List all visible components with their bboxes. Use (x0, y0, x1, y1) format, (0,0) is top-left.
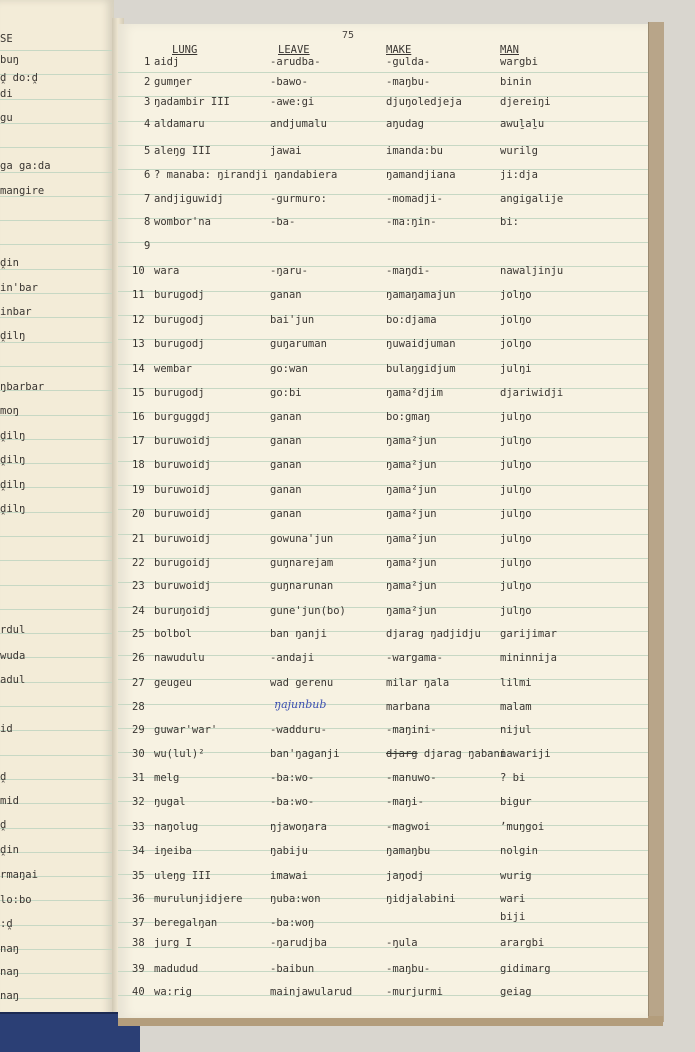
row-7-lung: andjiguwidj (154, 193, 224, 205)
row-34-make: ŋamaŋbu (386, 845, 431, 857)
left-margin-text: ḓilŋ (0, 454, 26, 466)
row-16-make: bo:gmaŋ (386, 411, 431, 423)
row-4-make: aŋudag (386, 118, 424, 130)
row-40-num: 40 (132, 986, 145, 998)
row-31-lung: melg (154, 772, 180, 784)
row-10-man: nawaljinju (500, 265, 564, 277)
make-rest: djarag ŋabani (417, 748, 507, 760)
left-margin-text: ḓ (0, 771, 7, 783)
row-27-num: 27 (132, 677, 145, 689)
row-27-make: milar ŋala (386, 677, 450, 689)
left-margin-text: naŋ (0, 943, 19, 955)
left-margin-text: naŋ (0, 966, 19, 978)
row-29-leave: -wadduru- (270, 724, 327, 736)
row-13-num: 13 (132, 338, 145, 350)
row-26-man: mininnija (500, 652, 557, 664)
row-8-lung: wombor'na (154, 216, 211, 228)
row-15-make: ŋama²djim (386, 387, 443, 399)
row-4-num: 4 (144, 118, 151, 130)
row-37-lung: beregalŋan (154, 917, 218, 929)
row-33-man: ʼmuŋgoi (500, 821, 545, 833)
row-22-num: 22 (132, 557, 145, 569)
ruled-line (118, 679, 648, 680)
row-20-leave: ganan (270, 508, 302, 520)
row-20-man: julŋo (500, 508, 532, 520)
left-ruled-line (0, 755, 112, 756)
left-margin-text: ḓin (0, 844, 19, 856)
ruled-line (118, 364, 648, 365)
row-19-lung: buruwoidj (154, 484, 211, 496)
row-7-leave: -gurmuro: (270, 193, 327, 205)
row-3-num: 3 (144, 96, 151, 108)
row-1-leave: -arudba- (270, 56, 321, 68)
row-4-leave: andjumalu (270, 118, 327, 130)
row-34-lung: iŋeiba (154, 845, 192, 857)
row-32-leave: -ba:wo- (270, 796, 315, 808)
row-16-num: 16 (132, 411, 145, 423)
row-25-num: 25 (132, 628, 145, 640)
row-14-lung: wembar (154, 363, 192, 375)
left-ruled-line (0, 560, 112, 561)
row-22-make: ŋama²jun (386, 557, 437, 569)
left-margin-text: ḓilŋ (0, 430, 26, 442)
left-ruled-line (0, 366, 112, 367)
row-26-make: -wargama- (386, 652, 443, 664)
row-38-num: 38 (132, 937, 145, 949)
row-22-lung: burugoidj (154, 557, 211, 569)
left-ruled-line (0, 50, 112, 51)
row-33-leave: ŋjawoŋara (270, 821, 327, 833)
left-page (0, 0, 114, 1030)
row-32-man: bigur (500, 796, 532, 808)
row-17-num: 17 (132, 435, 145, 447)
row-32-make: -maŋi- (386, 796, 424, 808)
left-margin-text: rmaŋai (0, 869, 38, 881)
row-8-man: bi: (500, 216, 519, 228)
row-29-num: 29 (132, 724, 145, 736)
row-20-num: 20 (132, 508, 145, 520)
ruled-line (118, 801, 648, 802)
row-18-lung: buruwoidj (154, 459, 211, 471)
row-12-num: 12 (132, 314, 145, 326)
row-34-man: nolgin (500, 845, 538, 857)
row-5-num: 5 (144, 145, 151, 157)
page-number: 75 (342, 30, 355, 41)
row-36-man: wari (500, 893, 526, 905)
row-6-num: 6 (144, 169, 151, 181)
row-15-num: 15 (132, 387, 145, 399)
row-8-make: -ma:ŋin- (386, 216, 437, 228)
left-margin-text: ḓilŋ (0, 503, 26, 515)
row-37-leave: -ba:woŋ (270, 917, 315, 929)
row-40-make: -murjurmi (386, 986, 443, 998)
row-21-num: 21 (132, 533, 145, 545)
left-margin-text: ḓin (0, 257, 19, 269)
row-6-lung: ? manaba: ŋirandji ŋandabiera (154, 169, 338, 181)
row-23-make: ŋama²jun (386, 580, 437, 592)
left-margin-text: ḓ do:ḓ (0, 72, 38, 84)
row-35-leave: imawai (270, 870, 308, 882)
row-27-lung: geugeu (154, 677, 192, 689)
row-3-man: djereiŋi (500, 96, 551, 108)
row-30-lung: wu(lul)² (154, 748, 205, 760)
row-2-make: -maŋbu- (386, 76, 431, 88)
row-15-lung: burugodj (154, 387, 205, 399)
row-17-leave: ganan (270, 435, 302, 447)
row-38-leave: -ŋarudjba (270, 937, 327, 949)
row-33-lung: naŋolug (154, 821, 199, 833)
left-ruled-line (0, 269, 112, 270)
row-34-leave: ŋabiju (270, 845, 308, 857)
left-ruled-line (0, 220, 112, 221)
row-2-num: 2 (144, 76, 151, 88)
row-19-num: 19 (132, 484, 145, 496)
ruled-line (118, 631, 648, 632)
row-14-num: 14 (132, 363, 145, 375)
row-16-leave: ganan (270, 411, 302, 423)
row-22-leave: guŋnarejam (270, 557, 334, 569)
left-ruled-line (0, 828, 112, 829)
left-margin-text: ga ga:da (0, 160, 51, 172)
row-5-lung: aleŋg III (154, 145, 211, 157)
row-12-lung: burugodj (154, 314, 205, 326)
row-40-leave: mainjawularud (270, 986, 353, 998)
row-19-make: ŋama²jun (386, 484, 437, 496)
row-6-make: ŋamandjiana (386, 169, 456, 181)
row-17-lung: buruwoidj (154, 435, 211, 447)
row-11-man: jolŋo (500, 289, 532, 301)
ruled-line (118, 72, 648, 73)
header-make: MAKE (386, 44, 412, 56)
header-man: MAN (500, 44, 519, 56)
row-35-num: 35 (132, 870, 145, 882)
row-24-lung: buruŋoidj (154, 605, 211, 617)
left-margin-text: inbar (0, 306, 32, 318)
right-page (118, 24, 648, 1018)
row-23-man: julŋo (500, 580, 532, 592)
row-25-lung: bolbol (154, 628, 192, 640)
left-margin-text: naŋ (0, 990, 19, 1002)
left-margin-text: adul (0, 674, 26, 686)
row-16-man: julŋo (500, 411, 532, 423)
row-26-lung: nawudulu (154, 652, 205, 664)
left-margin-text: mangire (0, 185, 45, 197)
header-lung: LUNG (172, 44, 198, 56)
row-38-man: arargbi (500, 937, 545, 949)
left-margin-text: ḓilŋ (0, 479, 26, 491)
row-35-lung: uleŋg III (154, 870, 211, 882)
row-28-man: malam (500, 701, 532, 713)
row-21-man: julŋo (500, 533, 532, 545)
row-23-num: 23 (132, 580, 145, 592)
row-28-num: 28 (132, 701, 145, 713)
header-leave: LEAVE (278, 44, 310, 56)
row-10-num: 10 (132, 265, 145, 277)
row-40-man: geiag (500, 986, 532, 998)
row-7-man: angigalije (500, 193, 564, 205)
row-40-lung: wa:rig (154, 986, 192, 998)
row-39-lung: madudud (154, 963, 199, 975)
row-18-make: ŋama²jun (386, 459, 437, 471)
left-ruled-line (0, 99, 112, 100)
row-26-leave: -andaji (270, 652, 315, 664)
row-25-leave: ban ŋanji (270, 628, 327, 640)
row-12-make: bo:djama (386, 314, 437, 326)
ruled-line (118, 242, 648, 243)
ruled-line (118, 850, 648, 851)
left-margin-text: di (0, 88, 13, 100)
row-30-make (386, 748, 506, 760)
row-1-man: wargbi (500, 56, 538, 68)
row-21-make: ŋama²jun (386, 533, 437, 545)
row-36-leave: ŋuba:won (270, 893, 321, 905)
row-24-leave: gune'jun(bo) (270, 605, 346, 617)
row-36-num: 36 (132, 893, 145, 905)
left-margin-text: wuda (0, 650, 26, 662)
row-33-make: -magwoi (386, 821, 431, 833)
ruled-line (118, 995, 648, 996)
book-cover-edge (648, 22, 664, 1022)
row-18-man: julŋo (500, 459, 532, 471)
row-2-leave: -bawo- (270, 76, 308, 88)
left-margin-text: ḓilŋ (0, 330, 26, 342)
row-5-make: imanda:bu (386, 145, 443, 157)
row-31-man: ? bi (500, 772, 526, 784)
row-32-num: 32 (132, 796, 145, 808)
left-margin-text: mid (0, 795, 19, 807)
handwritten-annotation: ŋajunbub (274, 698, 327, 711)
left-margin-text: gu (0, 112, 13, 124)
row-13-make: ŋuwaidjuman (386, 338, 456, 350)
row-37-num: 37 (132, 917, 145, 929)
row-26-num: 26 (132, 652, 145, 664)
row-31-make: -manuwo- (386, 772, 437, 784)
ruled-line (118, 704, 648, 705)
row-29-man: nijul (500, 724, 532, 736)
row-13-lung: burugodj (154, 338, 205, 350)
row-extra-man: biji (500, 911, 526, 923)
row-14-leave: go:wan (270, 363, 308, 375)
row-21-lung: buruwoidj (154, 533, 211, 545)
left-ruled-line (0, 925, 112, 926)
row-23-leave: guŋnarunan (270, 580, 334, 592)
ruled-line (118, 947, 648, 948)
left-ruled-line (0, 536, 112, 537)
row-25-man: garijimar (500, 628, 557, 640)
row-35-make: jaŋodj (386, 870, 424, 882)
row-9-num: 9 (144, 240, 151, 252)
row-27-man: lilmi (500, 677, 532, 689)
row-24-man: julŋo (500, 605, 532, 617)
left-margin-text: ŋbarbar (0, 381, 45, 393)
row-4-man: awuḻaḻu (500, 118, 545, 130)
left-ruled-line (0, 779, 112, 780)
row-16-lung: burguggdj (154, 411, 211, 423)
row-25-make: djarag ŋadjidju (386, 628, 481, 640)
left-margin-text: in'bar (0, 282, 38, 294)
row-36-make: ŋidjalabini (386, 893, 456, 905)
row-32-lung: ŋugal (154, 796, 186, 808)
row-30-man: nawariji (500, 748, 551, 760)
row-18-leave: ganan (270, 459, 302, 471)
row-20-make: ŋama²jun (386, 508, 437, 520)
row-29-make: -maŋini- (386, 724, 437, 736)
ruled-line (118, 266, 648, 267)
row-18-num: 18 (132, 459, 145, 471)
row-3-leave: -awe:gi (270, 96, 315, 108)
row-29-lung: guwar'war' (154, 724, 218, 736)
row-5-man: wurilg (500, 145, 538, 157)
row-2-man: binin (500, 76, 532, 88)
row-10-lung: wara (154, 265, 180, 277)
row-19-leave: ganan (270, 484, 302, 496)
row-14-make: bulaŋgidjum (386, 363, 456, 375)
row-15-man: djariwidji (500, 387, 564, 399)
left-margin-text: :ḓ (0, 918, 13, 930)
row-39-make: -maŋbu- (386, 963, 431, 975)
left-ruled-line (0, 730, 112, 731)
left-ruled-line (0, 123, 112, 124)
row-22-man: julŋo (500, 557, 532, 569)
row-30-num: 30 (132, 748, 145, 760)
row-12-leave: bai'jun (270, 314, 315, 326)
left-ruled-line (0, 342, 112, 343)
left-margin-text: SE (0, 33, 13, 45)
row-15-leave: go:bi (270, 387, 302, 399)
row-38-make: -ŋula (386, 937, 418, 949)
row-1-num: 1 (144, 56, 151, 68)
row-11-lung: burugodj (154, 289, 205, 301)
left-margin-text: moŋ (0, 405, 19, 417)
row-11-make: ŋamaŋamajun (386, 289, 456, 301)
row-3-lung: ŋadambir III (154, 96, 230, 108)
row-31-num: 31 (132, 772, 145, 784)
row-17-make: ŋama²jun (386, 435, 437, 447)
row-10-make: -maŋdi- (386, 265, 431, 277)
row-8-leave: -ba- (270, 216, 296, 228)
row-20-lung: buruwoidj (154, 508, 211, 520)
left-ruled-line (0, 706, 112, 707)
row-34-num: 34 (132, 845, 145, 857)
row-8-num: 8 (144, 216, 151, 228)
row-39-num: 39 (132, 963, 145, 975)
row-39-leave: -baibun (270, 963, 315, 975)
left-ruled-line (0, 609, 112, 610)
struck-word: djarg (386, 748, 418, 760)
row-6-man: ji:dja (500, 169, 538, 181)
row-38-lung: jurg I (154, 937, 192, 949)
row-24-num: 24 (132, 605, 145, 617)
row-2-lung: gumŋer (154, 76, 192, 88)
ruled-line (118, 777, 648, 778)
row-14-man: julŋi (500, 363, 532, 375)
row-13-leave: guŋaruman (270, 338, 327, 350)
row-5-leave: jawai (270, 145, 302, 157)
left-margin-text: ḓ (0, 819, 7, 831)
left-margin-text: buŋ (0, 54, 19, 66)
row-10-leave: -ŋaru- (270, 265, 308, 277)
row-1-make: -gulda- (386, 56, 431, 68)
row-39-man: gidimarg (500, 963, 551, 975)
left-ruled-line (0, 147, 112, 148)
row-11-num: 11 (132, 289, 145, 301)
left-ruled-line (0, 244, 112, 245)
row-1-lung: aidj (154, 56, 180, 68)
row-17-man: julŋo (500, 435, 532, 447)
left-margin-text: rdul (0, 624, 26, 636)
left-margin-text: lo:bo (0, 894, 32, 906)
row-11-leave: ganan (270, 289, 302, 301)
row-27-leave: wad gerenu (270, 677, 334, 689)
row-13-man: jolŋo (500, 338, 532, 350)
row-21-leave: gowuna'jun (270, 533, 334, 545)
row-3-make: djuŋoledjeja (386, 96, 462, 108)
row-30-leave: ban'ŋaganji (270, 748, 340, 760)
left-ruled-line (0, 172, 112, 173)
row-12-man: jolŋo (500, 314, 532, 326)
left-ruled-line (0, 585, 112, 586)
row-4-lung: aldamaru (154, 118, 205, 130)
row-28-make: marbana (386, 701, 431, 713)
left-margin-text: id (0, 723, 13, 735)
row-7-make: -momadji- (386, 193, 443, 205)
row-31-leave: -ba:wo- (270, 772, 315, 784)
row-33-num: 33 (132, 821, 145, 833)
row-35-man: wurig (500, 870, 532, 882)
row-36-lung: murulunjidjere (154, 893, 243, 905)
row-24-make: ŋama²jun (386, 605, 437, 617)
row-7-num: 7 (144, 193, 151, 205)
row-23-lung: buruwoidj (154, 580, 211, 592)
row-19-man: julŋo (500, 484, 532, 496)
